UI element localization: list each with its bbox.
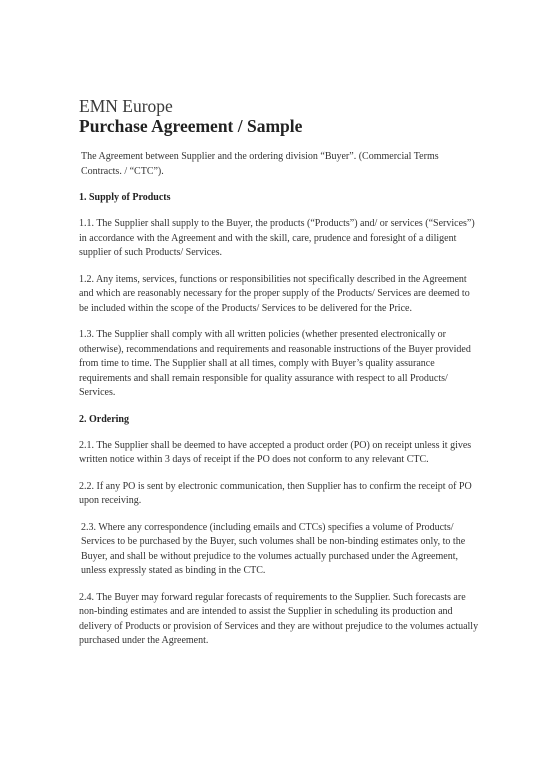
clause-1-2: 1.2. Any items, services, functions or responsibilities not specifically described in the Agreement and which are reasonably necessary for the proper supply of the Products/ Services are deemed to be included within the scope of the Products/ Services to be delivered for the Price. bbox=[79, 273, 470, 314]
section-heading-ordering: 2. Ordering bbox=[79, 413, 129, 425]
section-heading-supply: 1. Supply of Products bbox=[79, 192, 171, 203]
document-page bbox=[79, 96, 479, 661]
document-title: Purchase Agreement / Sample bbox=[79, 116, 303, 136]
clause-2-2: 2.2. If any PO is sent by electronic communication, then Supplier has to confirm the receipt of PO upon receiving. bbox=[79, 480, 472, 506]
clause-2-3: 2.3. Where any correspondence (including emails and CTCs) specifies a volume of Products/ Services to be purchased by the Buyer, such volumes shall be non-binding estimates only, to the Buyer, and shall be without prejudice to the volumes actually purchased under the Agreement, unless expressly stated as binding in the CTC. bbox=[81, 521, 466, 576]
clause-1-1: 1.1. The Supplier shall supply to the Buyer, the products (“Products”) and/ or services (“Services”) in accordance with the Agreement and with the skill, care, prudence and foresight of a diligent supplier of such Products/ Services. bbox=[79, 218, 475, 258]
intro-paragraph: The Agreement between Supplier and the ordering division “Buyer”. (Commercial Terms Contracts. / “CTC”). bbox=[81, 151, 439, 177]
clause-1-3: 1.3. The Supplier shall comply with all written policies (whether presented electronically or otherwise), recommendations and requirements and reasonable instructions of the Buyer provided from time to time. The Supplier shall at all times, comply with Buyer’s quality assurance requirements and shall remain responsible for quality assurance with respect to all Products/ Services. bbox=[79, 329, 471, 398]
clause-2-1: 2.1. The Supplier shall be deemed to have accepted a product order (PO) on receipt unless it gives written notice within 3 days of receipt if the PO does not conform to any relevant CTC. bbox=[79, 439, 472, 465]
company-name: EMN Europe bbox=[79, 96, 173, 116]
clause-2-4: 2.4. The Buyer may forward regular forecasts of requirements to the Supplier. Such forecasts are non-binding estimates and are intended to assist the Supplier in scheduling its production and delivery of Products or provision of Services and they are without prejudice to the volumes actually purchased under the Agreement. bbox=[79, 591, 479, 646]
